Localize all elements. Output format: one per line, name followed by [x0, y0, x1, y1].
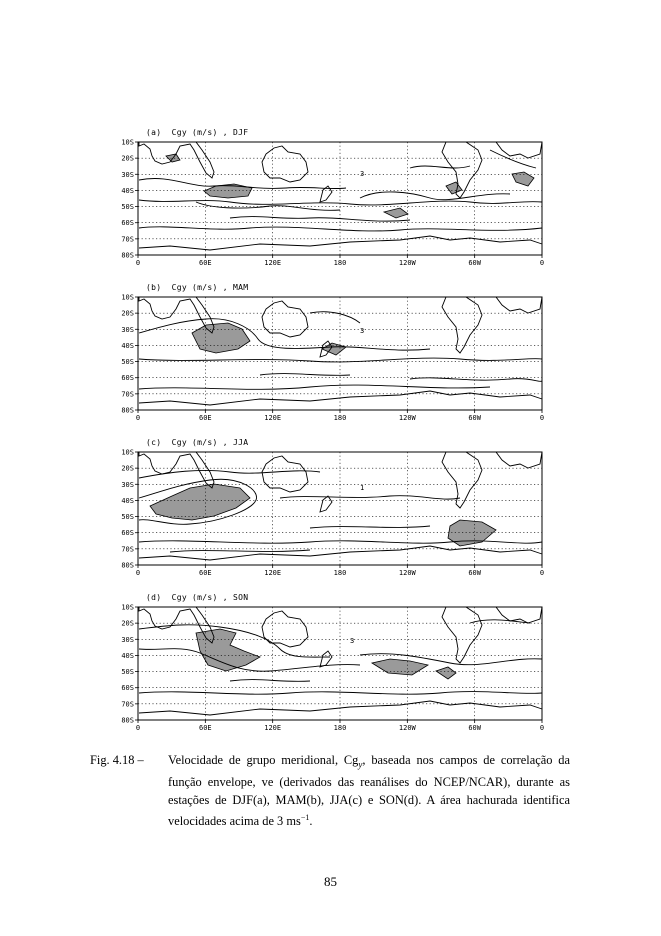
lon-label: 180	[333, 724, 347, 732]
panel-d	[110, 593, 550, 733]
panel-title: (d) Cgy (m/s) , SON	[146, 593, 249, 602]
lat-label: 60S	[121, 529, 134, 538]
lon-label: 0	[539, 724, 545, 732]
panel-b	[110, 283, 550, 423]
lat-label: 50S	[121, 513, 134, 522]
lon-label: 180	[333, 569, 347, 577]
lat-label: 80S	[121, 561, 134, 570]
lon-label: 60W	[468, 259, 481, 267]
map-plot	[110, 438, 550, 578]
lon-label: 180	[333, 259, 347, 267]
lon-label: 120W	[398, 414, 416, 422]
lat-label: 30S	[121, 325, 134, 334]
lat-label: 80S	[121, 406, 134, 415]
lon-label: 180	[333, 414, 347, 422]
lat-label: 40S	[121, 496, 134, 505]
lat-label: 60S	[121, 684, 134, 693]
lat-label: 20S	[121, 619, 134, 628]
panel-title: (a) Cgy (m/s) , DJF	[146, 128, 249, 137]
lon-label: 0	[135, 569, 141, 577]
lon-label: 120W	[398, 569, 416, 577]
contour-label: 3	[360, 170, 365, 178]
contour-label: 3	[360, 327, 365, 335]
map-plot	[110, 593, 550, 733]
map-plot	[110, 128, 550, 268]
lat-label: 40S	[121, 341, 134, 350]
panel-title: (c) Cgy (m/s) , JJA	[146, 438, 249, 447]
lat-label: 20S	[121, 154, 134, 163]
map-plot	[110, 283, 550, 423]
lon-label: 60E	[199, 414, 212, 422]
lat-label: 20S	[121, 464, 134, 473]
lon-label: 120E	[264, 414, 282, 422]
lat-label: 20S	[121, 309, 134, 318]
page-number: 85	[324, 874, 337, 889]
lon-label: 0	[539, 414, 545, 422]
lon-label: 60W	[468, 414, 481, 422]
lat-label: 10S	[121, 448, 134, 457]
lat-label: 60S	[121, 374, 134, 383]
panel-a	[110, 128, 550, 268]
lat-label: 30S	[121, 480, 134, 489]
lon-label: 0	[539, 259, 545, 267]
lat-label: 10S	[121, 603, 134, 612]
lat-label: 40S	[121, 651, 134, 660]
lon-label: 60W	[468, 569, 481, 577]
lat-label: 50S	[121, 358, 134, 367]
contour-label: 3	[350, 637, 355, 645]
panel-title: (b) Cgy (m/s) , MAM	[146, 283, 249, 292]
caption-label: Fig. 4.18 –	[90, 753, 144, 767]
lat-label: 50S	[121, 668, 134, 677]
lat-label: 50S	[121, 203, 134, 212]
lon-label: 60E	[199, 569, 212, 577]
caption-text: Velocidade de grupo meridional, $Cg_y$, baseada nos campos de correlação da função envelope, ve (derivados das reanálises do NCEP/NCAR), durante as estações de DJF(a), MAM(b), JJA(c) e SON(d). A área hachurada identifica velocidades acima de 3 $ms^{-1}$.	[168, 753, 570, 829]
panel-c	[110, 438, 550, 578]
contour-label: 1	[360, 484, 365, 492]
lon-label: 60E	[199, 724, 212, 732]
lon-label: 0	[135, 414, 141, 422]
lon-label: 0	[539, 569, 545, 577]
lat-label: 80S	[121, 716, 134, 725]
lon-label: 120W	[398, 259, 416, 267]
lat-label: 10S	[121, 293, 134, 302]
lat-label: 60S	[121, 219, 134, 228]
lon-label: 0	[135, 259, 141, 267]
lat-label: 40S	[121, 186, 134, 195]
lat-label: 30S	[121, 635, 134, 644]
lon-label: 120E	[264, 259, 282, 267]
lat-label: 70S	[121, 700, 134, 709]
lat-label: 30S	[121, 170, 134, 179]
lon-label: 120W	[398, 724, 416, 732]
lat-label: 10S	[121, 138, 134, 147]
lat-label: 80S	[121, 251, 134, 260]
lon-label: 120E	[264, 569, 282, 577]
lon-label: 60E	[199, 259, 212, 267]
lon-label: 60W	[468, 724, 481, 732]
lon-label: 120E	[264, 724, 282, 732]
lon-label: 0	[135, 724, 141, 732]
lat-label: 70S	[121, 235, 134, 244]
lat-label: 70S	[121, 545, 134, 554]
lat-label: 70S	[121, 390, 134, 399]
